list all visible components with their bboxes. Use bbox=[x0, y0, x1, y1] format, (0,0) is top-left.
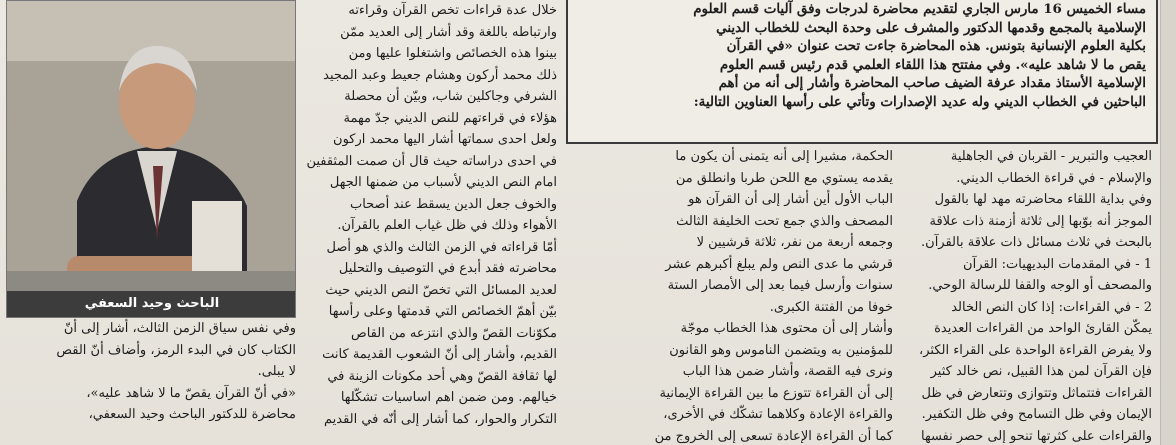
article-column-under-photo bbox=[0, 318, 296, 445]
lede-line: بكلية العلوم الإنسانية بتونس. هذه المحاضرة جاءت تحت عنوان «في القرآن bbox=[726, 38, 1146, 55]
text-line: امام النص الديني لأسباب من ضمنها الجهل bbox=[329, 175, 557, 190]
text-line: وفي بداية اللقاء محاضرته مهد لها بالقول bbox=[934, 192, 1152, 207]
text-line: سنوات وأرسل فيما بعد إلى الأمصار الستة bbox=[667, 278, 893, 293]
text-line: محاضرته فقد أبدع في التوصيف والتحليل bbox=[338, 261, 557, 276]
page-edge bbox=[1160, 0, 1176, 445]
text-line: الحكمة، مشيرا إلى أنه يتمنى أن يكون ما bbox=[675, 149, 893, 164]
speaker-portrait-illustration bbox=[7, 1, 296, 318]
text-line: المصحف والذي جمع تحت الخليفة الثالث bbox=[676, 213, 893, 229]
text-line: ولا يفرض القراءة الواحدة على القراء الكثر، bbox=[919, 342, 1152, 358]
text-line: الأهواء وذلك في ظل غياب العلم بالقرآن. bbox=[337, 218, 557, 233]
text-line: القراءات فتتماثل وتتوازى وتتعارض في ظل bbox=[921, 385, 1152, 401]
text-line: الشرفي وجاكلين شاب، وبيّن أن محصلة bbox=[344, 89, 557, 104]
text-line: مكوّنات القصّ والذي انتزعه من القاص bbox=[350, 325, 557, 341]
text-line: بالبحث في ثلاث مسائل ذات علاقة بالقرآن. bbox=[921, 235, 1152, 250]
text-line: «في أنّ القرآن يقصّ ما لا شاهد عليه»، bbox=[86, 385, 296, 401]
article-column-left bbox=[305, 0, 557, 445]
text-line: خيالهم. ومن ضمن اهم اساسيات تشكّلها bbox=[340, 390, 557, 405]
text-line: يقدمه يستوي مع اللحن طربا وانطلق من bbox=[675, 170, 893, 186]
text-line: والمصحف أو الوجه والقفا للرسالة الوحي. bbox=[928, 278, 1152, 293]
text-line: في احدى دراساته حيث قال أن صمت المثقفين bbox=[306, 153, 557, 169]
text-line: يمكّن القارئ الواحد من القراءات العديدة bbox=[934, 321, 1152, 336]
text-line: الكتاب كان في البدء الرمز، وأضاف أنّ القص bbox=[56, 342, 296, 358]
text-line: العجيب والتبرير - القربان في الجاهلية bbox=[950, 149, 1152, 164]
text-line: بيّن أهمّ الخصائص التي قدمتها وعلى رأسها bbox=[328, 304, 557, 319]
text-line: إلى أن القراءة تتوزع ما بين القراءة الإيمانية bbox=[659, 385, 893, 401]
text-line: ولعل احدى سماتها أشار اليها محمد اركون bbox=[333, 132, 557, 147]
article-lede-box bbox=[566, 0, 1158, 144]
text-line: والخوف جعل الدين يسقط عند أصحاب bbox=[349, 196, 557, 212]
photo-caption: الباحث وحيد السعفي bbox=[7, 291, 296, 317]
text-line: للمؤمنين به ويتضمن الناموس وهو القانون bbox=[669, 342, 893, 358]
text-line: هؤلاء في قراءتهم للنص الديني جدّ مهمة bbox=[343, 110, 557, 126]
text-line: وجمعه أربعة من نفر، ثلاثة قرشيين لا bbox=[696, 235, 893, 250]
text-line: لا يبلى. bbox=[257, 364, 296, 379]
text-line: التكرار والحوار، كما أشار إلى أنّه في القديم bbox=[323, 411, 557, 427]
text-line: أمّا قراءاته في الزمن الثالث والذي هو أصل bbox=[326, 239, 557, 255]
text-line: بينوا هذه الخصائص واشتغلوا عليها ومن bbox=[348, 46, 557, 61]
text-line: فإن القرآن لمن هذا القبيل، نص خالد كثير bbox=[930, 364, 1152, 379]
text-line: الموجز أنه بوّبها إلى ثلاثة أزمنة ذات علاقة bbox=[929, 213, 1152, 229]
article-column-middle bbox=[565, 146, 893, 445]
text-line: 2 - في القراءات: إذا كان النص الخالد bbox=[951, 299, 1152, 315]
lede-line: الإسلامية الأستاذ مقداد عرفة الضيف صاحب المحاضرة وأشار إلى أنه من أهم bbox=[718, 75, 1146, 92]
text-line: ذلك محمد أركون وهشام جعيط وعبد المجيد bbox=[323, 67, 557, 83]
text-line: والإسلام - في قراءة الخطاب الديني. bbox=[956, 170, 1152, 186]
lede-line: مساء الخميس 16 مارس الجاري لتقديم محاضرة لدرجات وفق آليات قسم العلوم bbox=[693, 1, 1146, 17]
text-line: ونرى فيه القصة، وأشار ضمن هذا الباب bbox=[682, 364, 893, 379]
lede-line: يقص ما لا شاهد عليه». وفي مفتتح هذا اللقاء العلمي قدم رئيس قسم العلوم bbox=[719, 56, 1146, 73]
text-line: خوفا من الفتنة الكبرى. bbox=[769, 299, 893, 315]
text-line: لها ثقافة القصّ وهي أحد مكونات الزينة في bbox=[327, 368, 557, 384]
speaker-photo bbox=[6, 0, 296, 318]
text-line: وفي نفس سياق الزمن الثالث، أشار إلى أنّ bbox=[63, 321, 296, 336]
text-line: والقراءات على كثرتها تنحو إلى حصر نفسها bbox=[920, 428, 1152, 444]
text-line: محاضرة للدكتور الباحث وحيد السعفي، bbox=[88, 407, 296, 422]
text-line: خلال عدة قراءات تخص القرآن وقراءته bbox=[348, 3, 557, 18]
text-line: الباب الأول أين أشار إلى أن القرآن هو bbox=[688, 192, 893, 207]
text-line: وأشار إلى أن محتوى هذا الخطاب موجّة bbox=[680, 321, 893, 336]
text-line: والقراءة الإعادة وكلاهما تشكّك في الأخرى، bbox=[663, 407, 893, 422]
text-line: قرشي ما عدى النص ولم يبلغ أكبرهم عشر bbox=[665, 256, 893, 272]
text-line: 1 - في المقدمات البديهيات: القرآن bbox=[963, 256, 1152, 272]
text-line: كما أن القراءة الإعادة تسعى إلى الخروج من bbox=[654, 428, 893, 444]
lede-line: الإسلامية بالمجمع وقدمها الدكتور والمشرف على وحدة البحث للخطاب الديني bbox=[716, 19, 1146, 36]
lede-line: الباحثين في الخطاب الديني وله عديد الإصدارات وتأتي على رأسها العناوين التالية: bbox=[693, 93, 1146, 110]
text-line: الإيمان وفي ظل التسامح وفي ظل التكفير. bbox=[921, 407, 1152, 422]
text-line: وارتباطه باللغة وقد أشار إلى العديد ممّن bbox=[340, 24, 557, 40]
article-column-right bbox=[908, 146, 1152, 445]
text-line: القديم، وأشار إلى أنّ الشعوب القديمة كانت bbox=[322, 347, 557, 362]
text-line: لعديد المسائل التي تخصّ النص الديني حيث bbox=[325, 282, 557, 298]
